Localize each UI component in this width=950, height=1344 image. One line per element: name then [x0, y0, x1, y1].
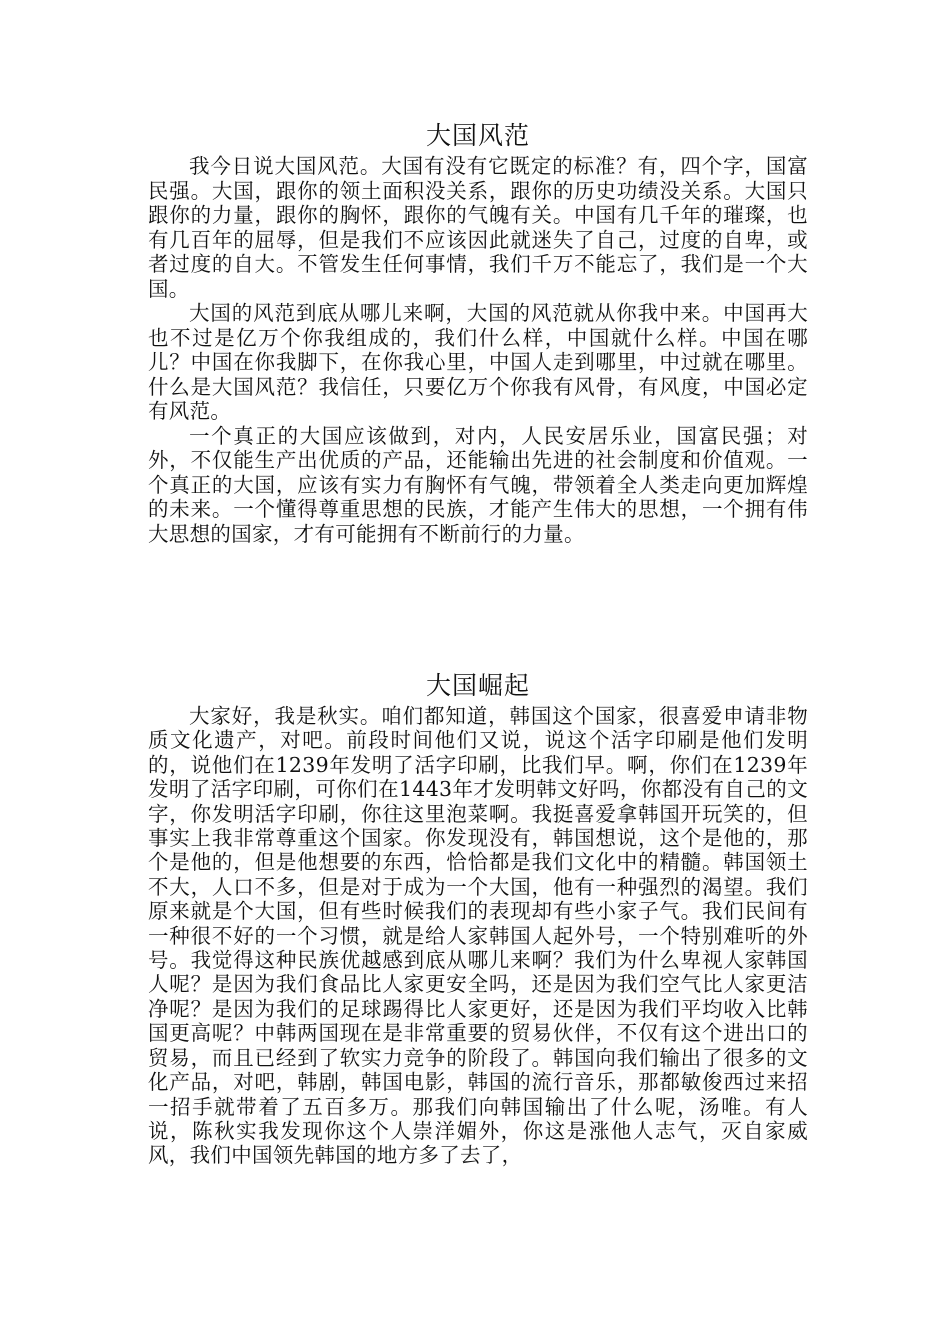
paragraph: 我今日说大国风范。大国有没有它既定的标准？有，四个字，国富民强。大国，跟你的领土面积没关系，跟你的历史功绩没关系。大国只跟你的力量，跟你的胸怀，跟你的气魄有关。中国有几千年的璀璨，也有几百年的屈辱，但是我们不应该因此就迷失了自己，过度的自卑，或者过度的自大。不管发生任何事情，我们千万不能忘了，我们是一个大国。	[148, 154, 808, 301]
paragraph: 大国的风范到底从哪儿来啊，大国的风范就从你我中来。中国再大也不过是亿万个你我组成的，我们什么样，中国就什么样。中国在哪儿？中国在你我脚下，在你我心里，中国人走到哪里，中过就在哪里。什么是大国风范？我信任，只要亿万个你我有风骨，有风度，中国必定有风范。	[148, 301, 808, 423]
paragraph: 一个真正的大国应该做到，对内，人民安居乐业，国富民强；对外，不仅能生产出优质的产品，还能输出先进的社会制度和价值观。一个真正的大国，应该有实力有胸怀有气魄，带领着全人类走向更加辉煌的未来。一个懂得尊重思想的民族，才能产生伟大的思想，一个拥有伟大思想的国家，才有可能拥有不断前行的力量。	[148, 423, 808, 546]
section-daguo-jueqi	[148, 668, 808, 1168]
section-title: 大国崛起	[425, 671, 530, 700]
section-daguo-fengfan	[148, 118, 808, 546]
paragraph: 大家好，我是秋实。咱们都知道，韩国这个国家，很喜爱申请非物质文化遗产，对吧。前段时间他们又说，说这个活字印刷是他们发明的，说他们在1239年发明了活字印刷，比我们早。啊，你们在1239年发明了活字印刷，可你们在1443年才发明韩文好吗，你都没有自己的文字，你发明活字印刷，你往这里泡菜啊。我挺喜爱拿韩国开玩笑的，但事实上我非常尊重这个国家。你发现没有，韩国想说，这个是他的，那个是他的，但是他想要的东西，恰恰都是我们文化中的精髓。韩国领土不大，人口不多，但是对于成为一个大国，他有一种强烈的渴望。我们原来就是个大国，但有些时候我们的表现却有些小家子气。我们民间有一种很不好的一个习惯，就是给人家韩国人起外号，一个特别难听的外号。我觉得这种民族优越感到底从哪儿来啊？我们为什么卑视人家韩国人呢？是因为我们食品比人家更安全吗，还是因为我们空气比人家更洁净呢？是因为我们的足球踢得比人家更好，还是因为我们平均收入比韩国更高呢？中韩两国现在是非常重要的贸易伙伴，不仅有这个进出口的贸易，而且已经到了软实力竞争的阶段了。韩国向我们输出了很多的文化产品，对吧，韩剧，韩国电影，韩国的流行音乐，那都敏俊西过来招一招手就带着了五百多万。那我们向韩国输出了什么呢，汤唯。有人说，陈秋实我发现你这个人崇洋媚外，你这是涨他人志气，灭自家威风，我们中国领先韩国的地方多了去了，	[148, 704, 808, 1168]
section-title: 大国风范	[425, 121, 530, 150]
